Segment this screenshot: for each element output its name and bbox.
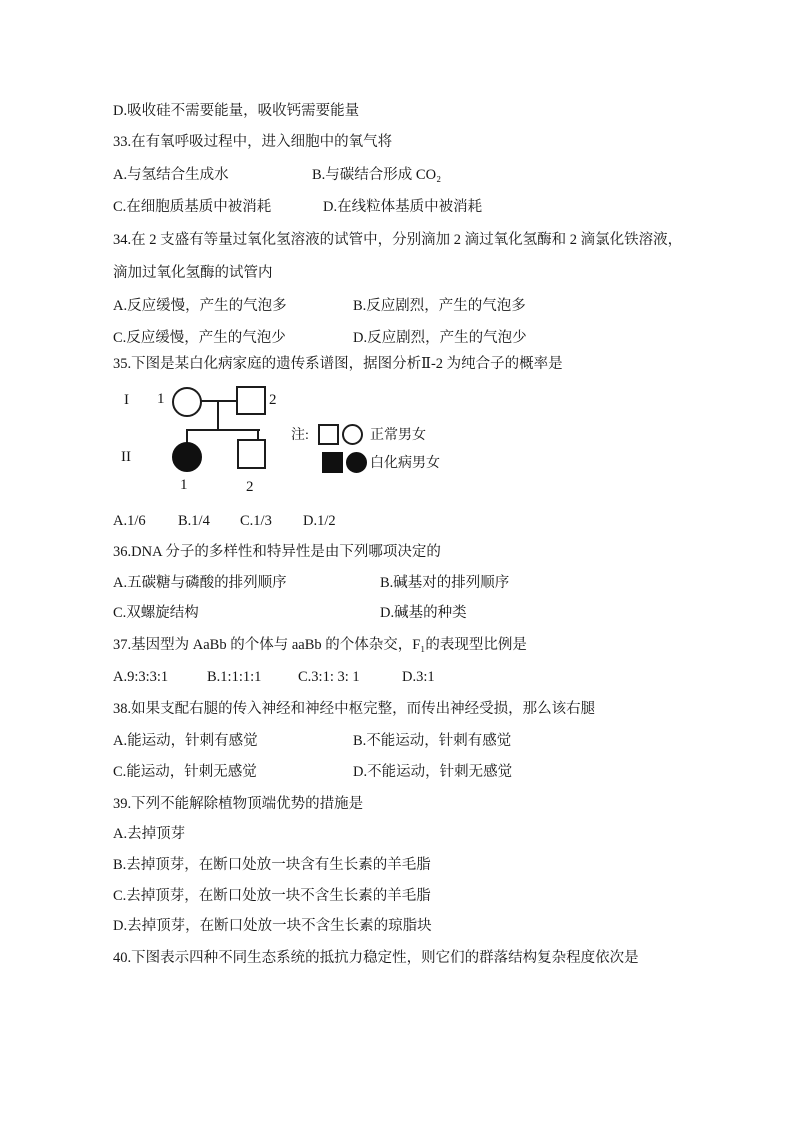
q37-stem: 37.基因型为 AaBb 的个体与 aaBb 的个体杂交，F₁的表现型比例是 <box>113 637 527 653</box>
q35-option-c: C.1/3 <box>240 513 272 529</box>
q38-options-row-2 <box>113 764 512 781</box>
q33-option-d: D.在线粒体基质中被消耗 <box>323 199 483 215</box>
q33-stem: 33.在有氧呼吸过程中，进入细胞中的氧气将 <box>113 134 393 150</box>
q39-stem: 39.下列不能解除植物顶端优势的措施是 <box>113 796 364 812</box>
legend-affected-male-symbol <box>322 452 343 473</box>
legend-affected-label: 白化病男女 <box>370 456 440 471</box>
q34-stem-line-2: 滴加过氧化氢酶的试管内 <box>113 265 273 281</box>
q39-option-b: B.去掉顶芽，在断口处放一块含有生长素的羊毛脂 <box>113 857 431 873</box>
q36-option-a: A.五碳糖与磷酸的排列顺序 <box>113 575 287 591</box>
q34-option-a: A.反应缓慢，产生的气泡多 <box>113 298 287 314</box>
ii1-affected-female-symbol <box>172 442 202 472</box>
q34-options-row-1 <box>113 298 526 315</box>
q35-option-b: B.1/4 <box>178 513 210 529</box>
individual-ii1-number: 1 <box>180 477 188 493</box>
sibling-drop-left <box>186 429 188 443</box>
legend-normal-male-symbol <box>318 424 339 445</box>
q33-option-b: B.与碳结合形成 CO₂ <box>312 167 442 183</box>
q38-option-c: C.能运动，针刺无感觉 <box>113 764 257 780</box>
q36-option-d: D.碱基的种类 <box>380 605 467 621</box>
sibling-line <box>186 429 260 431</box>
legend-affected-female-symbol <box>346 452 367 473</box>
descent-line <box>217 400 219 431</box>
q33-option-a: A.与氢结合生成水 <box>113 167 229 183</box>
q34-option-b: B.反应剧烈，产生的气泡多 <box>353 298 526 314</box>
q36-options-row-1 <box>113 575 509 592</box>
q36-options-row-2 <box>113 605 467 622</box>
q39-option-c: C.去掉顶芽，在断口处放一块不含生长素的羊毛脂 <box>113 888 431 904</box>
q34-options-row-2 <box>113 330 527 347</box>
q37-option-b: B.1:1:1:1 <box>207 669 262 685</box>
q38-option-d: D.不能运动，针刺无感觉 <box>353 764 513 780</box>
q37-option-a: A.9:3:3:1 <box>113 669 169 685</box>
q37-option-d: D.3:1 <box>402 669 435 685</box>
q36-option-c: C.双螺旋结构 <box>113 605 199 621</box>
individual-ii2-number: 2 <box>246 479 254 495</box>
q38-options-row-1 <box>113 733 511 750</box>
q38-option-b: B.不能运动，针刺有感觉 <box>353 733 512 749</box>
q37-options-row <box>113 669 435 686</box>
q37-option-c: C.3:1: 3: 1 <box>298 669 360 685</box>
q33-option-c: C.在细胞质基质中被消耗 <box>113 199 272 215</box>
q33-options-row-1 <box>113 167 441 184</box>
q35-option-d: D.1/2 <box>303 513 336 529</box>
orphan-option-d: D.吸收硅不需要能量，吸收钙需要能量 <box>113 103 360 119</box>
q33-options-row-2 <box>113 199 482 216</box>
q38-stem: 38.如果支配右腿的传入神经和神经中枢完整，而传出神经受损，那么该右腿 <box>113 701 596 717</box>
q34-stem-line-1: 34.在 2 支盛有等量过氧化氢溶液的试管中，分别滴加 2 滴过氧化氢酶和 2 滴氯化铁溶液， <box>113 232 683 248</box>
q35-stem: 35.下图是某白化病家庭的遗传系谱图，据图分析Ⅱ-2 为纯合子的概率是 <box>113 356 563 372</box>
q35-option-a: A.1/6 <box>113 513 146 529</box>
q36-option-b: B.碱基对的排列顺序 <box>380 575 510 591</box>
q40-stem: 40.下图表示四种不同生态系统的抵抗力稳定性，则它们的群落结构复杂程度依次是 <box>113 950 639 966</box>
q36-stem: 36.DNA 分子的多样性和特异性是由下列哪项决定的 <box>113 544 441 560</box>
couple-line <box>201 400 237 402</box>
q34-option-c: C.反应缓慢，产生的气泡少 <box>113 330 286 346</box>
q39-option-d: D.去掉顶芽，在断口处放一块不含生长素的琼脂块 <box>113 918 432 934</box>
generation-i-label: I <box>124 392 129 408</box>
q39-option-a: A.去掉顶芽 <box>113 826 186 842</box>
q35-options-row <box>113 513 336 530</box>
legend-normal-female-symbol <box>342 424 363 445</box>
generation-ii-label: II <box>121 449 131 465</box>
ii2-unaffected-male-symbol <box>237 439 266 469</box>
sibling-drop-right <box>257 429 259 440</box>
individual-i1-number: 1 <box>157 391 165 407</box>
i1-unaffected-female-symbol <box>172 387 202 417</box>
legend-note-prefix: 注: <box>291 428 309 443</box>
i2-unaffected-male-symbol <box>236 386 266 415</box>
q34-option-d: D.反应剧烈，产生的气泡少 <box>353 330 527 346</box>
individual-i2-number: 2 <box>269 392 277 408</box>
q38-option-a: A.能运动，针刺有感觉 <box>113 733 258 749</box>
legend-normal-label: 正常男女 <box>370 428 426 443</box>
